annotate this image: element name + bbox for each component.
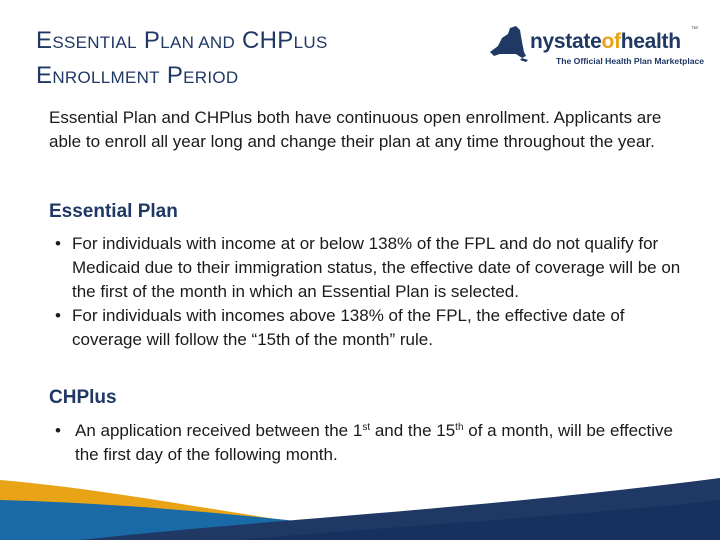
- nystateofhealth-logo: [486, 22, 706, 74]
- title-line-2: ENROLLMENT PERIOD: [36, 62, 239, 89]
- slide-title: [36, 24, 476, 94]
- bullet-glyph: •: [55, 234, 61, 253]
- list-item: • For individuals with income at or below 138% of the FPL and do not qualify for Medicaid due to their immigration status, the effective date of coverage will be on the first of the month in which an Essential Plan is selected.: [55, 234, 681, 301]
- chplus-heading: CHPlus: [49, 387, 117, 408]
- list-item: • For individuals with incomes above 138% of the FPL, the effective date of coverage will follow the “15th of the month” rule.: [55, 306, 625, 349]
- new-york-state-icon: [486, 24, 530, 64]
- intro-paragraph: Essential Plan and CHPlus both have continuous open enrollment. Applicants are able to enroll all year long and change their plan at any time throughout the year.: [49, 108, 662, 151]
- logo-wordmark: nystateofhealth: [530, 30, 681, 53]
- decorative-swoosh: [0, 460, 720, 540]
- logo-tagline: The Official Health Plan Marketplace: [556, 56, 705, 66]
- essential-plan-list: [49, 232, 689, 352]
- essential-plan-heading: Essential Plan: [49, 201, 178, 222]
- title-line-1: ESSENTIAL PLAN AND CHPLUS: [36, 27, 328, 54]
- bullet-glyph: •: [55, 306, 61, 325]
- bullet-glyph: •: [55, 421, 61, 440]
- list-item: • An application received between the 1st and the 15th of a month, will be effective the first day of the following month.: [55, 421, 673, 464]
- trademark-symbol: ™: [691, 26, 698, 33]
